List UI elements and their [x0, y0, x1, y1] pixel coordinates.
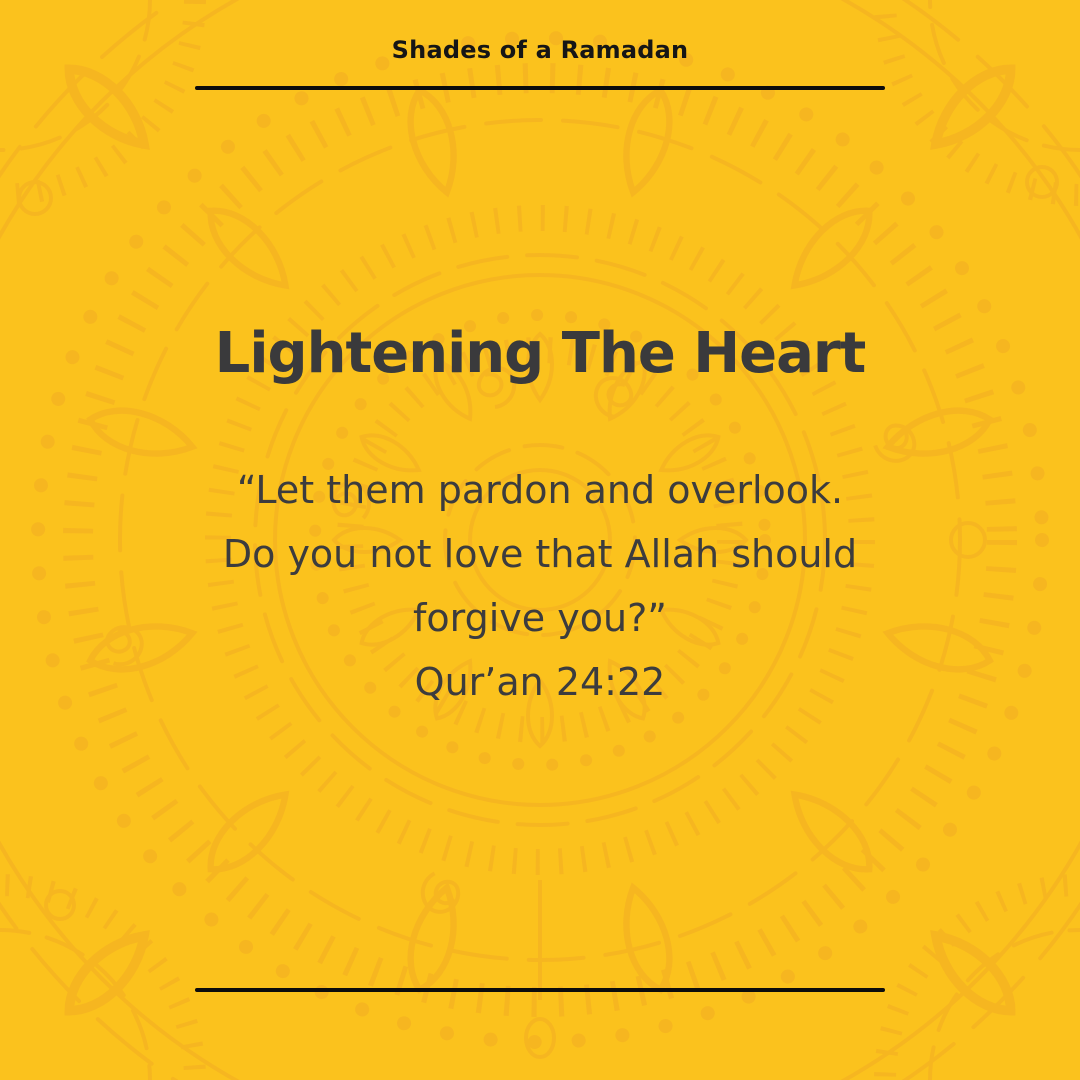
poster-title: Lightening The Heart — [214, 321, 866, 386]
quote-source: Qur’an 24:22 — [414, 660, 666, 704]
bottom-divider-line — [195, 988, 885, 992]
quote-line: forgive you?” — [413, 596, 667, 640]
top-divider-line — [195, 86, 885, 90]
quote-line: “Let them pardon and overlook. — [236, 468, 844, 512]
brand-label: Shades of a Ramadan — [391, 36, 689, 64]
quote-line: Do you not love that Allah should — [222, 532, 858, 576]
quote-block — [0, 458, 1080, 714]
